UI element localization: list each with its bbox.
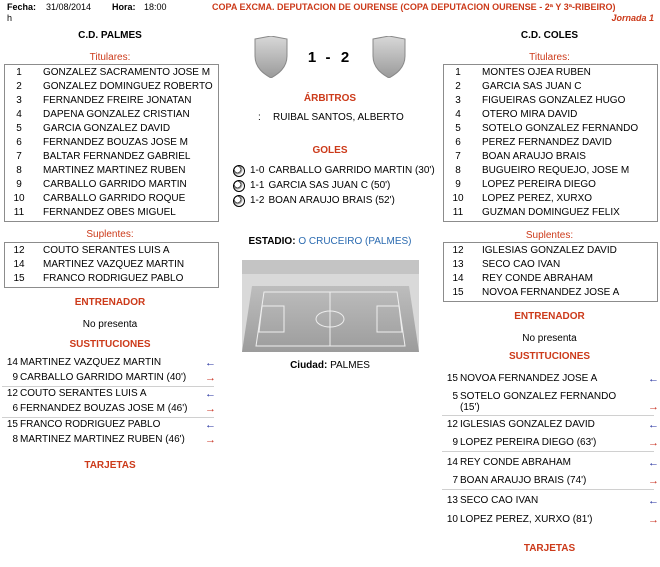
player-number: 14 [13,259,25,270]
goal-scorer: BOAN ARAUJO BRAIS (52') [268,195,395,206]
player-number: 6 [16,137,22,148]
player-row [5,94,218,107]
away-subs-box [443,242,658,302]
sub-number: 14 [446,457,458,468]
away-sustituciones-label: SUSTITUCIONES [508,351,591,362]
player-number: 2 [455,81,461,92]
player-name: IGLESIAS GONZALEZ DAVID [482,245,617,256]
player-name: DAPENA GONZALEZ CRISTIAN [43,109,190,120]
player-number: 15 [452,287,464,298]
goal-scorer: GARCIA SAS JUAN C (50') [268,180,391,191]
sub-number: 12 [6,388,18,399]
substitution-row [440,372,655,386]
substitution-row [0,387,215,401]
player-row [5,150,218,163]
player-row [5,178,218,191]
hour-suffix: h [7,13,13,23]
player-number: 4 [16,109,22,120]
sub-number: 9 [12,372,18,383]
player-number: 3 [16,95,22,106]
stadium-line [230,236,430,247]
player-number: 4 [455,109,461,120]
sub-player: SOTELO GONZALEZ FERNANDO [460,391,617,402]
sub-player: LOPEZ PEREZ, XURXO (81') [460,514,593,525]
arrow-right-icon: → [205,372,216,384]
player-row [444,286,657,299]
substitution-row [0,371,215,385]
player-name: BUGUEIRO REQUEJO, JOSE M [482,165,630,176]
sub-player: FRANCO RODRIGUEZ PABLO [20,419,161,430]
player-row [444,192,657,205]
substitution-row [0,418,215,432]
fecha-value: 31/08/2014 [46,2,92,12]
away-shield-icon [372,36,406,81]
away-titulares-label: Titulares: [529,52,570,63]
arrow-left-icon: ← [648,373,659,385]
away-team-name: C.D. COLES [520,30,579,41]
away-substitutions [440,370,660,535]
arrow-left-icon: ← [205,388,216,400]
score-home: 1 [307,49,317,66]
player-row [444,122,657,135]
player-row [444,206,657,219]
soccer-ball-icon [233,180,245,192]
sub-number: 15 [6,419,18,430]
player-name: FRANCO RODRIGUEZ PABLO [43,273,184,284]
stadium-image [242,260,419,352]
hora-value: 18:00 [144,2,167,12]
player-row [444,150,657,163]
sub-player: MARTINEZ VAZQUEZ MARTIN [20,357,162,368]
player-row [5,164,218,177]
player-row [444,136,657,149]
player-row [5,258,218,271]
sub-player: LOPEZ PEREIRA DIEGO (63') [460,437,597,448]
sub-player: MARTINEZ MARTINEZ RUBEN (46') [20,434,185,445]
goal-row [250,163,435,178]
substitution-row [440,474,655,488]
arbitro-prefix: : [258,112,261,123]
player-number: 12 [452,245,464,256]
player-number: 7 [455,151,461,162]
player-row [444,178,657,191]
goal-score: 1-2 [250,195,265,206]
player-name: SOTELO GONZALEZ FERNANDO [482,123,639,134]
player-row [444,164,657,177]
player-number: 10 [452,193,464,204]
player-row [444,80,657,93]
player-number: 11 [452,207,464,218]
arrow-right-icon: → [205,403,216,415]
sub-player: REY CONDE ABRAHAM [460,457,571,468]
player-name: OTERO MIRA DAVID [482,109,578,120]
player-number: 10 [13,193,25,204]
player-number: 1 [16,67,22,78]
arrow-right-icon: → [648,401,659,413]
sub-number: 5 [452,391,458,402]
player-name: NOVOA FERNANDEZ JOSE A [482,287,620,298]
arrow-right-icon: → [205,434,216,446]
player-row [5,80,218,93]
sub-number: 7 [452,475,458,486]
jornada: Jornada 1 [611,13,654,23]
player-number: 13 [452,259,464,270]
ciudad-line [230,360,430,371]
player-name: GARCIA GONZALEZ DAVID [43,123,171,134]
player-number: 2 [16,81,22,92]
arbitros-label: ÁRBITROS [303,93,357,104]
player-number: 3 [455,95,461,106]
player-number: 5 [455,123,461,134]
sub-number: 14 [6,357,18,368]
goal-scorer: CARBALLO GARRIDO MARTIN (30') [268,165,435,176]
ciudad-label: Ciudad: [290,360,328,371]
sub-player: SECO CAO IVAN [460,495,539,506]
player-row [5,192,218,205]
home-subs-box [4,242,219,288]
arrow-left-icon: ← [648,457,659,469]
sub-number: 9 [452,437,458,448]
away-coach: No presenta [522,333,577,344]
goles-label: GOLES [312,145,348,156]
soccer-ball-icon [233,165,245,177]
score-away: 2 [340,49,350,66]
player-row [444,244,657,257]
fecha-label: Fecha: [7,2,37,12]
arbitro-name: RUIBAL SANTOS, ALBERTO [273,112,404,123]
substitution-row [440,418,655,432]
player-number: 8 [455,165,461,176]
substitution-divider [442,415,654,416]
home-suplentes-label: Suplentes: [86,229,134,240]
player-name: FERNANDEZ BOUZAS JOSE M [43,137,189,148]
arrow-right-icon: → [648,437,659,449]
substitution-row [440,456,655,470]
goals-list [230,163,440,211]
competition-title: COPA EXCMA. DEPUTACION DE OURENSE (COPA DEPUTACION OURENSE - 2ª Y 3ª-RIBEIRO) [212,2,616,12]
player-row [5,122,218,135]
substitution-row [0,356,215,370]
score-separator: - [325,49,331,66]
arrow-right-icon: → [648,475,659,487]
player-name: BOAN ARAUJO BRAIS [482,151,586,162]
sub-player: IGLESIAS GONZALEZ DAVID [460,419,595,430]
player-row [5,66,218,79]
player-row [5,136,218,149]
player-row [5,244,218,257]
goal-row [250,178,390,193]
sub-number: 10 [446,514,458,525]
player-number: 5 [16,123,22,134]
sub-player: FERNANDEZ BOUZAS JOSE M (46') [20,403,188,414]
player-number: 6 [455,137,461,148]
player-number: 12 [13,245,25,256]
sub-number: 15 [446,373,458,384]
arrow-left-icon: ← [205,357,216,369]
home-lineup-box [4,64,219,222]
away-entrenador-label: ENTRENADOR [514,311,585,322]
soccer-ball-icon [233,195,245,207]
player-row [444,108,657,121]
player-row [444,66,657,79]
player-number: 15 [13,273,25,284]
sub-number: 8 [12,434,18,445]
away-tarjetas-label: TARJETAS [523,543,576,554]
player-name: CARBALLO GARRIDO MARTIN [43,179,187,190]
player-number: 9 [455,179,461,190]
substitution-row [0,402,215,416]
substitution-row [440,513,655,527]
arrow-right-icon: → [648,514,659,526]
sub-player: NOVOA FERNANDEZ JOSE A [460,373,598,384]
player-name: SECO CAO IVAN [482,259,561,270]
player-name: FERNANDEZ OBES MIGUEL [43,207,176,218]
player-row [5,206,218,219]
substitution-divider [442,451,654,452]
arrow-left-icon: ← [205,419,216,431]
player-name: MARTINEZ MARTINEZ RUBEN [43,165,186,176]
player-row [5,108,218,121]
home-team-name: C.D. PALMES [78,30,142,41]
home-shield-icon [254,36,288,81]
player-number: 9 [16,179,22,190]
away-lineup-box [443,64,658,222]
sub-number: 6 [12,403,18,414]
substitution-row [440,390,655,413]
player-name: MARTINEZ VAZQUEZ MARTIN [43,259,185,270]
player-name: PEREZ FERNANDEZ DAVID [482,137,612,148]
player-row [444,94,657,107]
player-name: GUZMAN DOMINGUEZ FELIX [482,207,620,218]
player-number: 11 [13,207,25,218]
sub-player: CARBALLO GARRIDO MARTIN (40') [20,372,187,383]
player-name: GONZALEZ DOMINGUEZ ROBERTO [43,81,213,92]
player-name: FIGUEIRAS GONZALEZ HUGO [482,95,626,106]
player-name: GONZALEZ SACRAMENTO JOSE M [43,67,211,78]
sub-number: 13 [446,495,458,506]
home-entrenador-label: ENTRENADOR [74,297,146,308]
substitution-row [440,494,655,508]
player-name: LOPEZ PEREIRA DIEGO [482,179,596,190]
arrow-left-icon: ← [648,495,659,507]
player-row [444,258,657,271]
goal-score: 1-1 [250,180,265,191]
sub-minute: (15') [460,402,480,413]
goal-score: 1-0 [250,165,265,176]
player-number: 1 [455,67,461,78]
player-name: LOPEZ PEREZ, XURXO [482,193,593,204]
player-row [444,272,657,285]
sub-player: BOAN ARAUJO BRAIS (74') [460,475,587,486]
sub-number: 12 [446,419,458,430]
estadio-label: ESTADIO: [248,236,296,247]
home-coach: No presenta [82,319,138,330]
home-substitutions [0,356,220,446]
away-suplentes-label: Suplentes: [525,230,574,241]
player-number: 8 [16,165,22,176]
estadio-name[interactable]: O CRUCEIRO (PALMES) [298,236,412,247]
substitution-divider [442,489,654,490]
player-name: REY CONDE ABRAHAM [482,273,593,284]
player-name: FERNANDEZ FREIRE JONATAN [43,95,192,106]
player-number: 14 [452,273,464,284]
substitution-row [440,436,655,450]
goal-row [250,193,395,208]
substitution-row [0,433,215,447]
ciudad-name: PALMES [330,360,370,371]
arrow-left-icon: ← [648,419,659,431]
player-name: CARBALLO GARRIDO ROQUE [43,193,186,204]
home-tarjetas-label: TARJETAS [84,460,136,471]
player-name: GARCIA SAS JUAN C [482,81,582,92]
player-row [5,272,218,285]
player-name: BALTAR FERNANDEZ GABRIEL [43,151,191,162]
home-titulares-label: Titulares: [89,52,131,63]
player-number: 7 [16,151,22,162]
sub-player: COUTO SERANTES LUIS A [20,388,147,399]
player-name: MONTES OJEA RUBEN [482,67,591,78]
home-sustituciones-label: SUSTITUCIONES [69,339,151,350]
player-name: COUTO SERANTES LUIS A [43,245,170,256]
hora-label: Hora: [112,2,136,12]
